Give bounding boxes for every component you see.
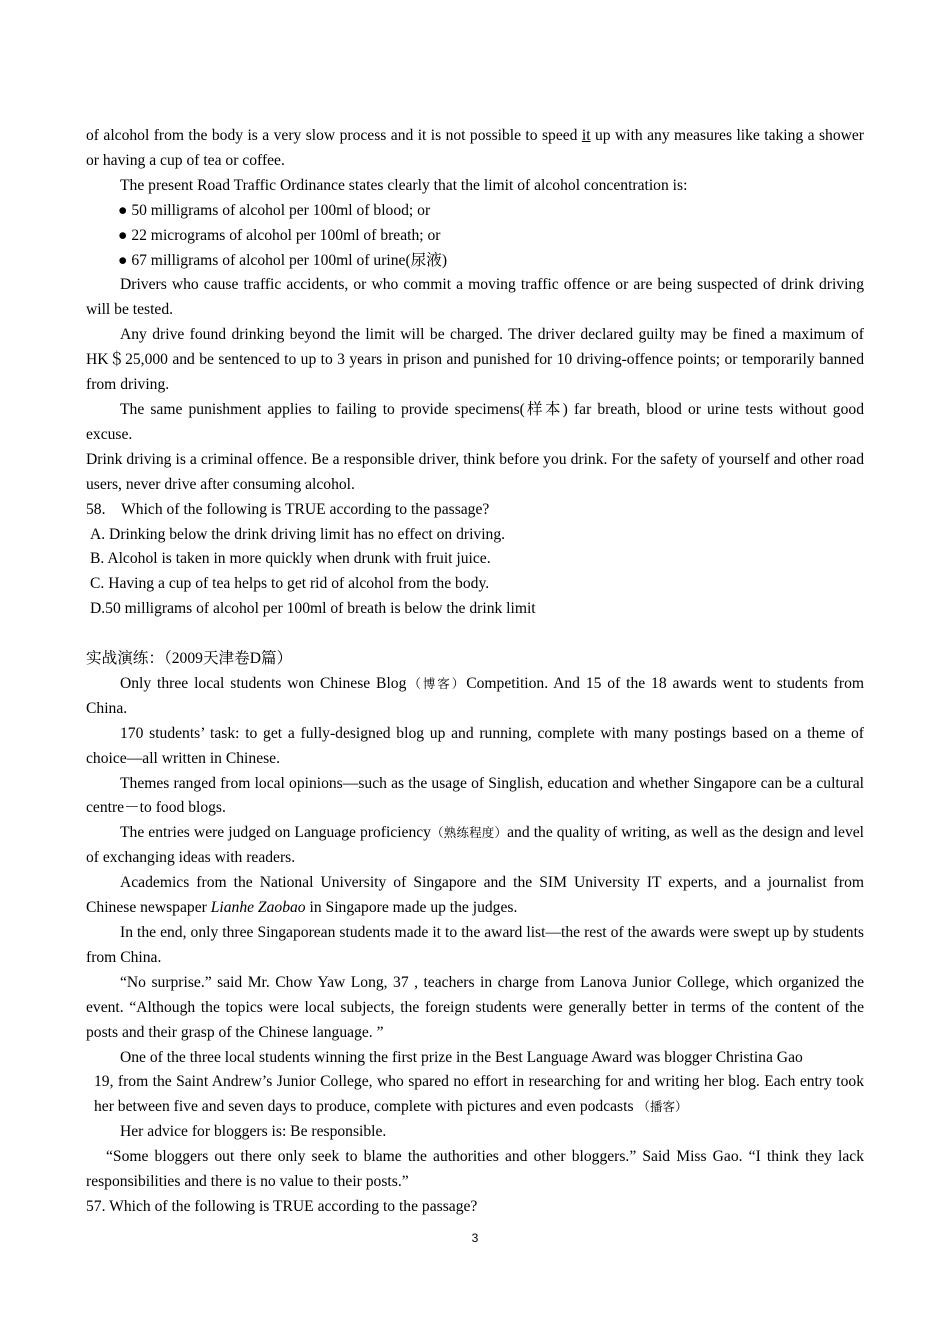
- bullet-item-blood: ● 50 milligrams of alcohol per 100ml of blood; or: [118, 201, 431, 219]
- paragraph-judges: Academics from the National University of Singapore and the SIM University IT experts, and a journalist from Chinese newspaper Lianhe Zaobao in Singapore made up the judges.: [86, 874, 864, 917]
- paragraph-award-list: In the end, only three Singaporean students made it to the award list—the rest of the awards were swept up by students from China.: [86, 923, 864, 966]
- paragraph-tested: Drivers who cause traffic accidents, or who commit a moving traffic offence or are being suspected of drink driving will be tested.: [86, 276, 864, 319]
- newspaper-name: Lianhe Zaobao: [210, 899, 306, 917]
- question-58-option-a: A. Drinking below the drink driving limit has no effect on driving.: [90, 525, 506, 543]
- paragraph-charged: Any drive found drinking beyond the limit will be charged. The driver declared guilty may be fined a maximum of HK＄25,000 and be sentenced to up to 3 years in prison and punished for 10 driving-offence points; or temporarily banned from driving.: [86, 326, 864, 394]
- passage1-continuation: of alcohol from the body is a very slow process and it is not possible to speed it up with any measures like taking a shower or having a cup of tea or coffee.: [86, 127, 864, 169]
- paragraph-judging: The entries were judged on Language proficiency（熟练程度）and the quality of writing, as well as the design and level of exchanging ideas with readers.: [86, 824, 864, 867]
- paragraph-blog-intro: Only three local students won Chinese Blog（博客）Competition. And 15 of the 18 awards went to students from China.: [86, 674, 864, 717]
- paragraph-christina-rest: 19, from the Saint Andrew’s Junior College, who spared no effort in researching for and writing her blog. Each entry took her between five and seven days to produce, complete with pictures and even podcasts （播客）: [94, 1073, 864, 1116]
- bullet-item-urine: ● 67 milligrams of alcohol per 100ml of urine(尿液): [118, 251, 448, 269]
- page-content: [86, 124, 864, 1220]
- paragraph-limit: The present Road Traffic Ordinance states clearly that the limit of alcohol concentration is:: [120, 176, 688, 194]
- bullet-item-breath: ● 22 micrograms of alcohol per 100ml of breath; or: [118, 226, 441, 244]
- paragraph-advice: Her advice for bloggers is: Be responsible.: [120, 1123, 387, 1141]
- paragraph-christina-first-line: One of the three local students winning the first prize in the Best Language Award was blogger Christina Gao: [120, 1048, 803, 1066]
- paragraph-themes: Themes ranged from local opinions—such as the usage of Singlish, education and whether Singapore can be a cultural centre－to food blogs.: [86, 774, 864, 817]
- paragraph-offence: Drink driving is a criminal offence. Be a responsible driver, think before you drink. For the safety of yourself and other road users, never drive after consuming alcohol.: [86, 450, 864, 493]
- page-number: 3: [471, 1231, 479, 1245]
- question-58-option-c: C. Having a cup of tea helps to get rid of alcohol from the body.: [90, 575, 490, 593]
- question-58-option-b: B. Alcohol is taken in more quickly when drunk with fruit juice.: [90, 550, 491, 568]
- paragraph-quote-chow: “No surprise.” said Mr. Chow Yaw Long, 37 , teachers in charge from Lanova Junior College, which organized the event. “Although the topics were local subjects, the foreign students were generally better in terms of the content of the posts and their grasp of the Chinese language. ”: [86, 973, 864, 1041]
- practice-heading: 实战演练：（2009天津卷D篇）: [86, 650, 293, 668]
- question-58-option-d: D.50 milligrams of alcohol per 100ml of breath is below the drink limit: [90, 600, 536, 618]
- paragraph-quote-gao: “Some bloggers out there only seek to blame the authorities and other bloggers.” Said Miss Gao. “I think they lack responsibilities and there is no value to their posts.”: [86, 1148, 864, 1191]
- paragraph-task: 170 students’ task: to get a fully-designed blog up and running, complete with many postings based on a theme of choice—all written in Chinese.: [86, 724, 864, 767]
- question-58-stem: 58. Which of the following is TRUE according to the passage?: [86, 500, 490, 518]
- spacer: [86, 622, 864, 647]
- paragraph-specimens: The same punishment applies to failing to provide specimens(样本) far breath, blood or urine tests without good excuse.: [86, 400, 864, 443]
- underlined-word: it: [581, 127, 591, 144]
- question-57-stem: 57. Which of the following is TRUE according to the passage?: [86, 1197, 478, 1215]
